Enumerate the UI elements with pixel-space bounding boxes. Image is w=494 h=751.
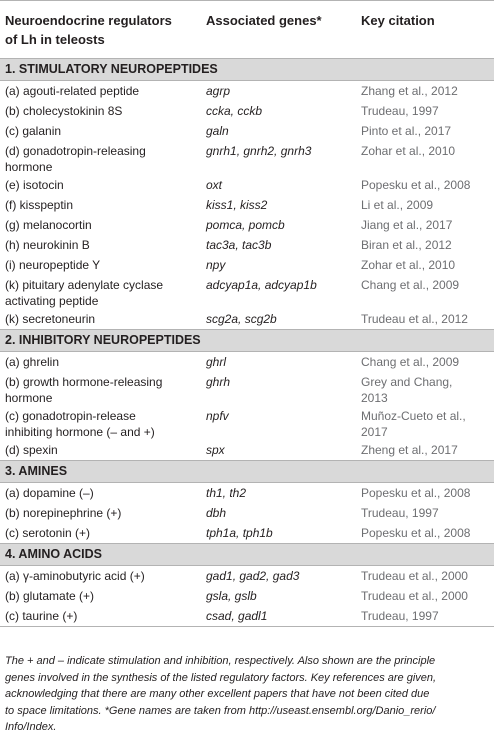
cell-line: Trudeau et al., 2012	[361, 312, 468, 326]
header-regulators	[5, 11, 172, 49]
cell-line: Zheng et al., 2017	[361, 443, 458, 457]
cell-line: Zhang et al., 2012	[361, 84, 458, 98]
cell-line: Biran et al., 2012	[361, 238, 452, 252]
genes-cell: spx	[206, 443, 225, 457]
table-row	[0, 352, 494, 372]
table-row	[0, 81, 494, 101]
table-row	[0, 195, 494, 215]
regulator-cell	[5, 217, 201, 233]
cell-line: Trudeau, 1997	[361, 104, 439, 118]
cell-line: hormone	[5, 391, 53, 405]
citation-cell	[361, 505, 491, 521]
regulator-cell	[5, 197, 201, 213]
genes-cell: th1, th2	[206, 486, 247, 500]
regulator-cell	[5, 588, 201, 604]
cell-line: Popesku et al., 2008	[361, 178, 471, 192]
citation-cell	[361, 257, 491, 273]
cell-line: (h) neurokinin B	[5, 238, 90, 252]
cell-line: hormone	[5, 160, 53, 174]
table-row	[0, 606, 494, 626]
genes-cell: ghrh	[206, 375, 231, 389]
genes-cell: dbh	[206, 506, 227, 520]
cell-line: Popesku et al., 2008	[361, 526, 471, 540]
table-row	[0, 523, 494, 543]
citation-cell	[361, 237, 491, 253]
regulator-cell	[5, 485, 201, 501]
table-header	[0, 0, 494, 58]
cell-line: Pinto et al., 2017	[361, 124, 452, 138]
table-bottom-rule	[0, 626, 494, 627]
cell-line: Zohar et al., 2010	[361, 258, 456, 272]
table-row	[0, 175, 494, 195]
citation-cell	[361, 485, 491, 501]
table-row	[0, 235, 494, 255]
cell-line: Trudeau et al., 2000	[361, 569, 468, 583]
genes-cell: adcyap1a, adcyap1b	[206, 278, 317, 292]
table-row	[0, 309, 494, 329]
cell-line: 2017	[361, 425, 388, 439]
cell-line: (b) glutamate (+)	[5, 589, 95, 603]
table-row	[0, 406, 494, 440]
cell-line: (k) secretoneurin	[5, 312, 96, 326]
section-title: 3. AMINES	[0, 461, 494, 482]
cell-line: (a) dopamine (–)	[5, 486, 94, 500]
regulator-cell	[5, 237, 201, 253]
genes-cell: gsla, gslb	[206, 589, 257, 603]
citation-cell	[361, 123, 491, 139]
genes-cell: agrp	[206, 84, 231, 98]
table-row	[0, 275, 494, 309]
cell-line: (a) agouti-related peptide	[5, 84, 140, 98]
citation-cell	[361, 277, 491, 293]
cell-line: activating peptide	[5, 294, 99, 308]
genes-cell: csad, gadl1	[206, 609, 268, 623]
genes-cell: tac3a, tac3b	[206, 238, 272, 252]
regulator-cell	[5, 608, 201, 624]
cell-line: (c) taurine (+)	[5, 609, 78, 623]
cell-line: (c) galanin	[5, 124, 62, 138]
cell-line: Popesku et al., 2008	[361, 486, 471, 500]
header-genes: Associated genes*	[206, 13, 322, 28]
regulator-cell	[5, 442, 201, 458]
cell-line: (g) melanocortin	[5, 218, 92, 232]
footnote-line: The + and – indicate stimulation and inhibition, respectively. Also shown are the principle	[5, 655, 436, 667]
cell-line: (a) ghrelin	[5, 355, 60, 369]
footnote-line: acknowledging that there are many other excellent papers that have not been cited due	[5, 688, 430, 700]
table-row	[0, 566, 494, 586]
citation-cell	[361, 374, 491, 406]
cell-line: (d) spexin	[5, 443, 58, 457]
section-title: 4. AMINO ACIDS	[0, 544, 494, 565]
cell-line: Chang et al., 2009	[361, 278, 460, 292]
cell-line: (c) gonadotropin-release	[5, 409, 136, 423]
cell-line: (e) isotocin	[5, 178, 64, 192]
genes-cell: npfv	[206, 409, 229, 423]
regulator-cell	[5, 568, 201, 584]
cell-line: (d) gonadotropin-releasing	[5, 144, 146, 158]
regulator-cell	[5, 354, 201, 370]
footnote-line: genes involved in the synthesis of the listed regulatory factors. Key references are given,	[5, 671, 437, 684]
citation-cell	[361, 354, 491, 370]
footnote-line: Info/Index.	[5, 721, 57, 733]
table-row	[0, 372, 494, 406]
regulator-cell	[5, 257, 201, 273]
genes-cell: gad1, gad2, gad3	[206, 569, 300, 583]
cell-line: (k) pituitary adenylate cyclase	[5, 278, 164, 292]
section-title: 1. STIMULATORY NEUROPEPTIDES	[0, 59, 494, 80]
citation-cell	[361, 568, 491, 584]
cell-line: Li et al., 2009	[361, 198, 434, 212]
citation-cell	[361, 608, 491, 624]
header-regulators-line2: of Lh in teleosts	[5, 32, 105, 47]
table-row	[0, 440, 494, 460]
cell-line: inhibiting hormone (– and +)	[5, 425, 155, 439]
citation-cell	[361, 143, 491, 159]
footnote-line: to space limitations. *Gene names are taken from http://useast.ensembl.org/Danio_rerio/	[5, 704, 436, 717]
regulator-cell	[5, 311, 201, 327]
cell-line: Grey and Chang,	[361, 375, 453, 389]
genes-cell: galn	[206, 124, 229, 138]
cell-line: (c) serotonin (+)	[5, 526, 91, 540]
header-citation: Key citation	[361, 13, 435, 28]
genes-cell: scg2a, scg2b	[206, 312, 277, 326]
table-row	[0, 101, 494, 121]
table-row	[0, 586, 494, 606]
genes-cell: pomca, pomcb	[206, 218, 285, 232]
regulator-cell	[5, 143, 201, 175]
cell-line: (i) neuropeptide Y	[5, 258, 101, 272]
cell-line: Trudeau et al., 2000	[361, 589, 468, 603]
regulator-cell	[5, 505, 201, 521]
regulator-cell	[5, 83, 201, 99]
genes-cell: ghrl	[206, 355, 227, 369]
genes-cell: npy	[206, 258, 226, 272]
cell-line: (b) norepinephrine (+)	[5, 506, 122, 520]
cell-line: (b) growth hormone-releasing	[5, 375, 163, 389]
cell-line: Chang et al., 2009	[361, 355, 460, 369]
citation-cell	[361, 311, 491, 327]
citation-cell	[361, 103, 491, 119]
section-title: 2. INHIBITORY NEUROPEPTIDES	[0, 330, 494, 351]
cell-line: Trudeau, 1997	[361, 609, 439, 623]
table-row	[0, 503, 494, 523]
citation-cell	[361, 442, 491, 458]
genes-cell: gnrh1, gnrh2, gnrh3	[206, 144, 312, 158]
cell-line: Zohar et al., 2010	[361, 144, 456, 158]
cell-line: (a) γ-aminobutyric acid (+)	[5, 569, 145, 583]
table-body	[0, 58, 494, 627]
table-row	[0, 483, 494, 503]
genes-cell: kiss1, kiss2	[206, 198, 268, 212]
table-row	[0, 121, 494, 141]
cell-line: (f) kisspeptin	[5, 198, 74, 212]
cell-line: Muñoz-Cueto et al.,	[361, 409, 466, 423]
regulator-cell	[5, 103, 201, 119]
citation-cell	[361, 408, 491, 440]
table-row	[0, 215, 494, 235]
citation-cell	[361, 83, 491, 99]
citation-cell	[361, 217, 491, 233]
header-regulators-line1: Neuroendocrine regulators	[5, 13, 172, 28]
table-row	[0, 141, 494, 175]
table-row	[0, 255, 494, 275]
regulator-cell	[5, 408, 201, 440]
citation-cell	[361, 525, 491, 541]
cell-line: Jiang et al., 2017	[361, 218, 453, 232]
citation-cell	[361, 177, 491, 193]
cell-line: 2013	[361, 391, 388, 405]
table-footnote	[5, 653, 490, 736]
citation-cell	[361, 197, 491, 213]
genes-cell: ccka, cckb	[206, 104, 263, 118]
regulator-cell	[5, 374, 201, 406]
regulator-cell	[5, 525, 201, 541]
genes-cell: oxt	[206, 178, 223, 192]
cell-line: (b) cholecystokinin 8S	[5, 104, 123, 118]
regulator-cell	[5, 277, 201, 309]
regulator-cell	[5, 123, 201, 139]
citation-cell	[361, 588, 491, 604]
cell-line: Trudeau, 1997	[361, 506, 439, 520]
genes-cell: tph1a, tph1b	[206, 526, 273, 540]
regulator-cell	[5, 177, 201, 193]
